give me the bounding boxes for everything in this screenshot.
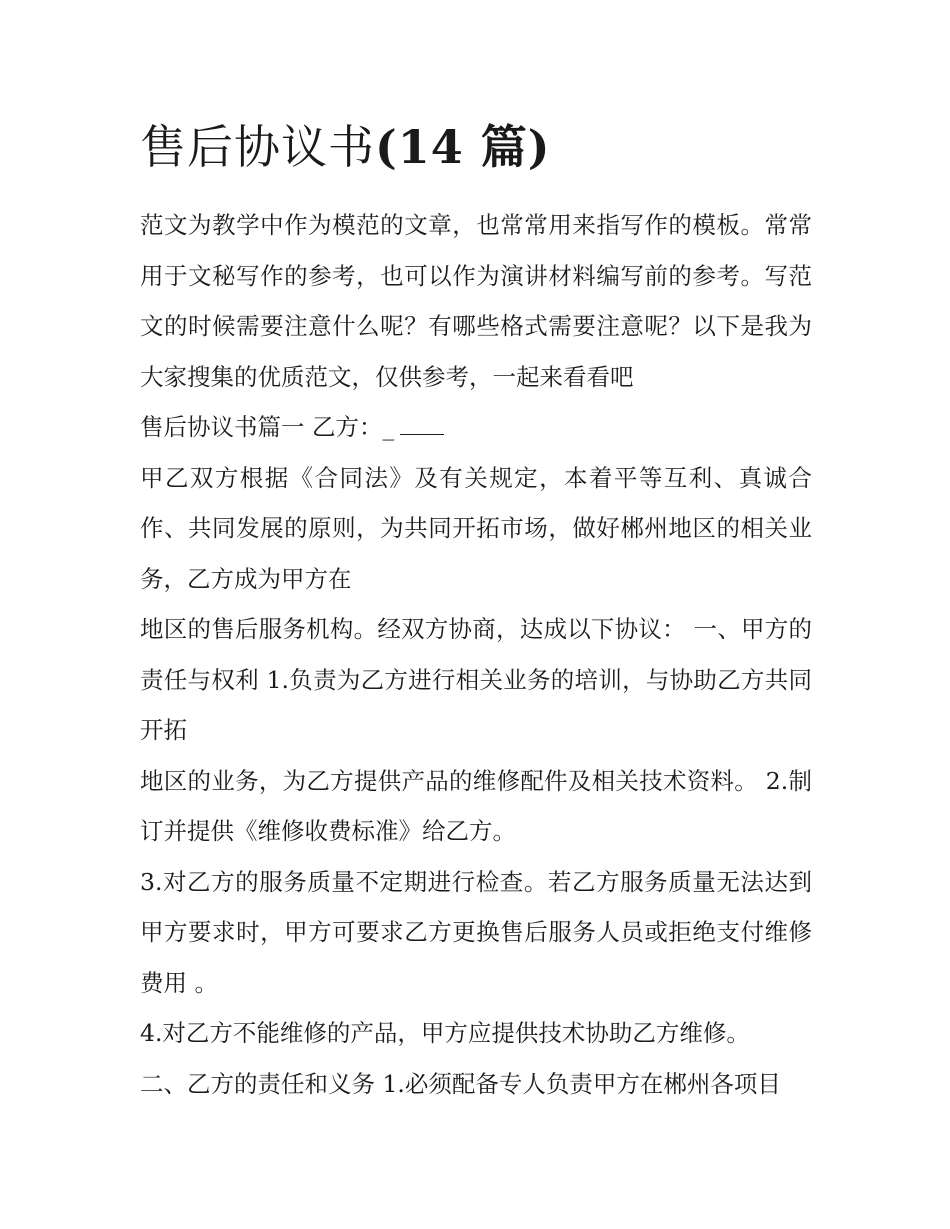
paragraph-party-a-rights: 地区的售后服务机构。经双方协商，达成以下协议： 一、甲方的责任与权利 1.负责为乙方进行相关业务的培训，与协助乙方共同开拓 <box>140 615 812 744</box>
paragraph-preamble: 甲乙双方根据《合同法》及有关规定，本着平等互利、真诚合作、共同发展的原则，为共同开拓市场，做好郴州地区的相关业务，乙方成为甲方在 <box>140 463 812 593</box>
paragraph-party-a-item-4: 4.对乙方不能维修的产品，甲方应提供技术协助乙方维修。 <box>140 1019 750 1047</box>
title-main: 售后协议书 <box>140 120 375 174</box>
paragraph-intro: 范文为教学中作为模范的文章，也常常用来指写作的模板。常常用于文秘写作的参考，也可以作为演讲材料编写前的参考。写范文的时候需要注意什么呢？有哪些格式需要注意呢？以下是我为大家搜集的优质范文，仅供参考，一起来看看吧 <box>140 211 812 391</box>
paragraph-party-b-duties: 二、乙方的责任和义务 1.必须配备专人负责甲方在郴州各项目 <box>140 1069 781 1098</box>
section-heading-text: 售后协议书篇一 乙方：_ <box>140 413 395 441</box>
paragraph-party-a-item-3: 3.对乙方的服务质量不定期进行检查。若乙方服务质量无法达到甲方要求时，甲方可要求乙方更换售后服务人员或拒绝支付维修费用 。 <box>140 867 812 997</box>
blank-underline <box>400 416 444 435</box>
paragraph-party-a-item-2: 地区的业务，为乙方提供产品的维修配件及相关技术资料。 2.制订并提供《维修收费标准》给乙方。 <box>140 766 812 845</box>
paragraph-section-heading <box>140 402 812 453</box>
title-suffix: (14 篇) <box>375 120 551 174</box>
document-title <box>140 112 812 182</box>
document-page <box>140 112 812 1109</box>
